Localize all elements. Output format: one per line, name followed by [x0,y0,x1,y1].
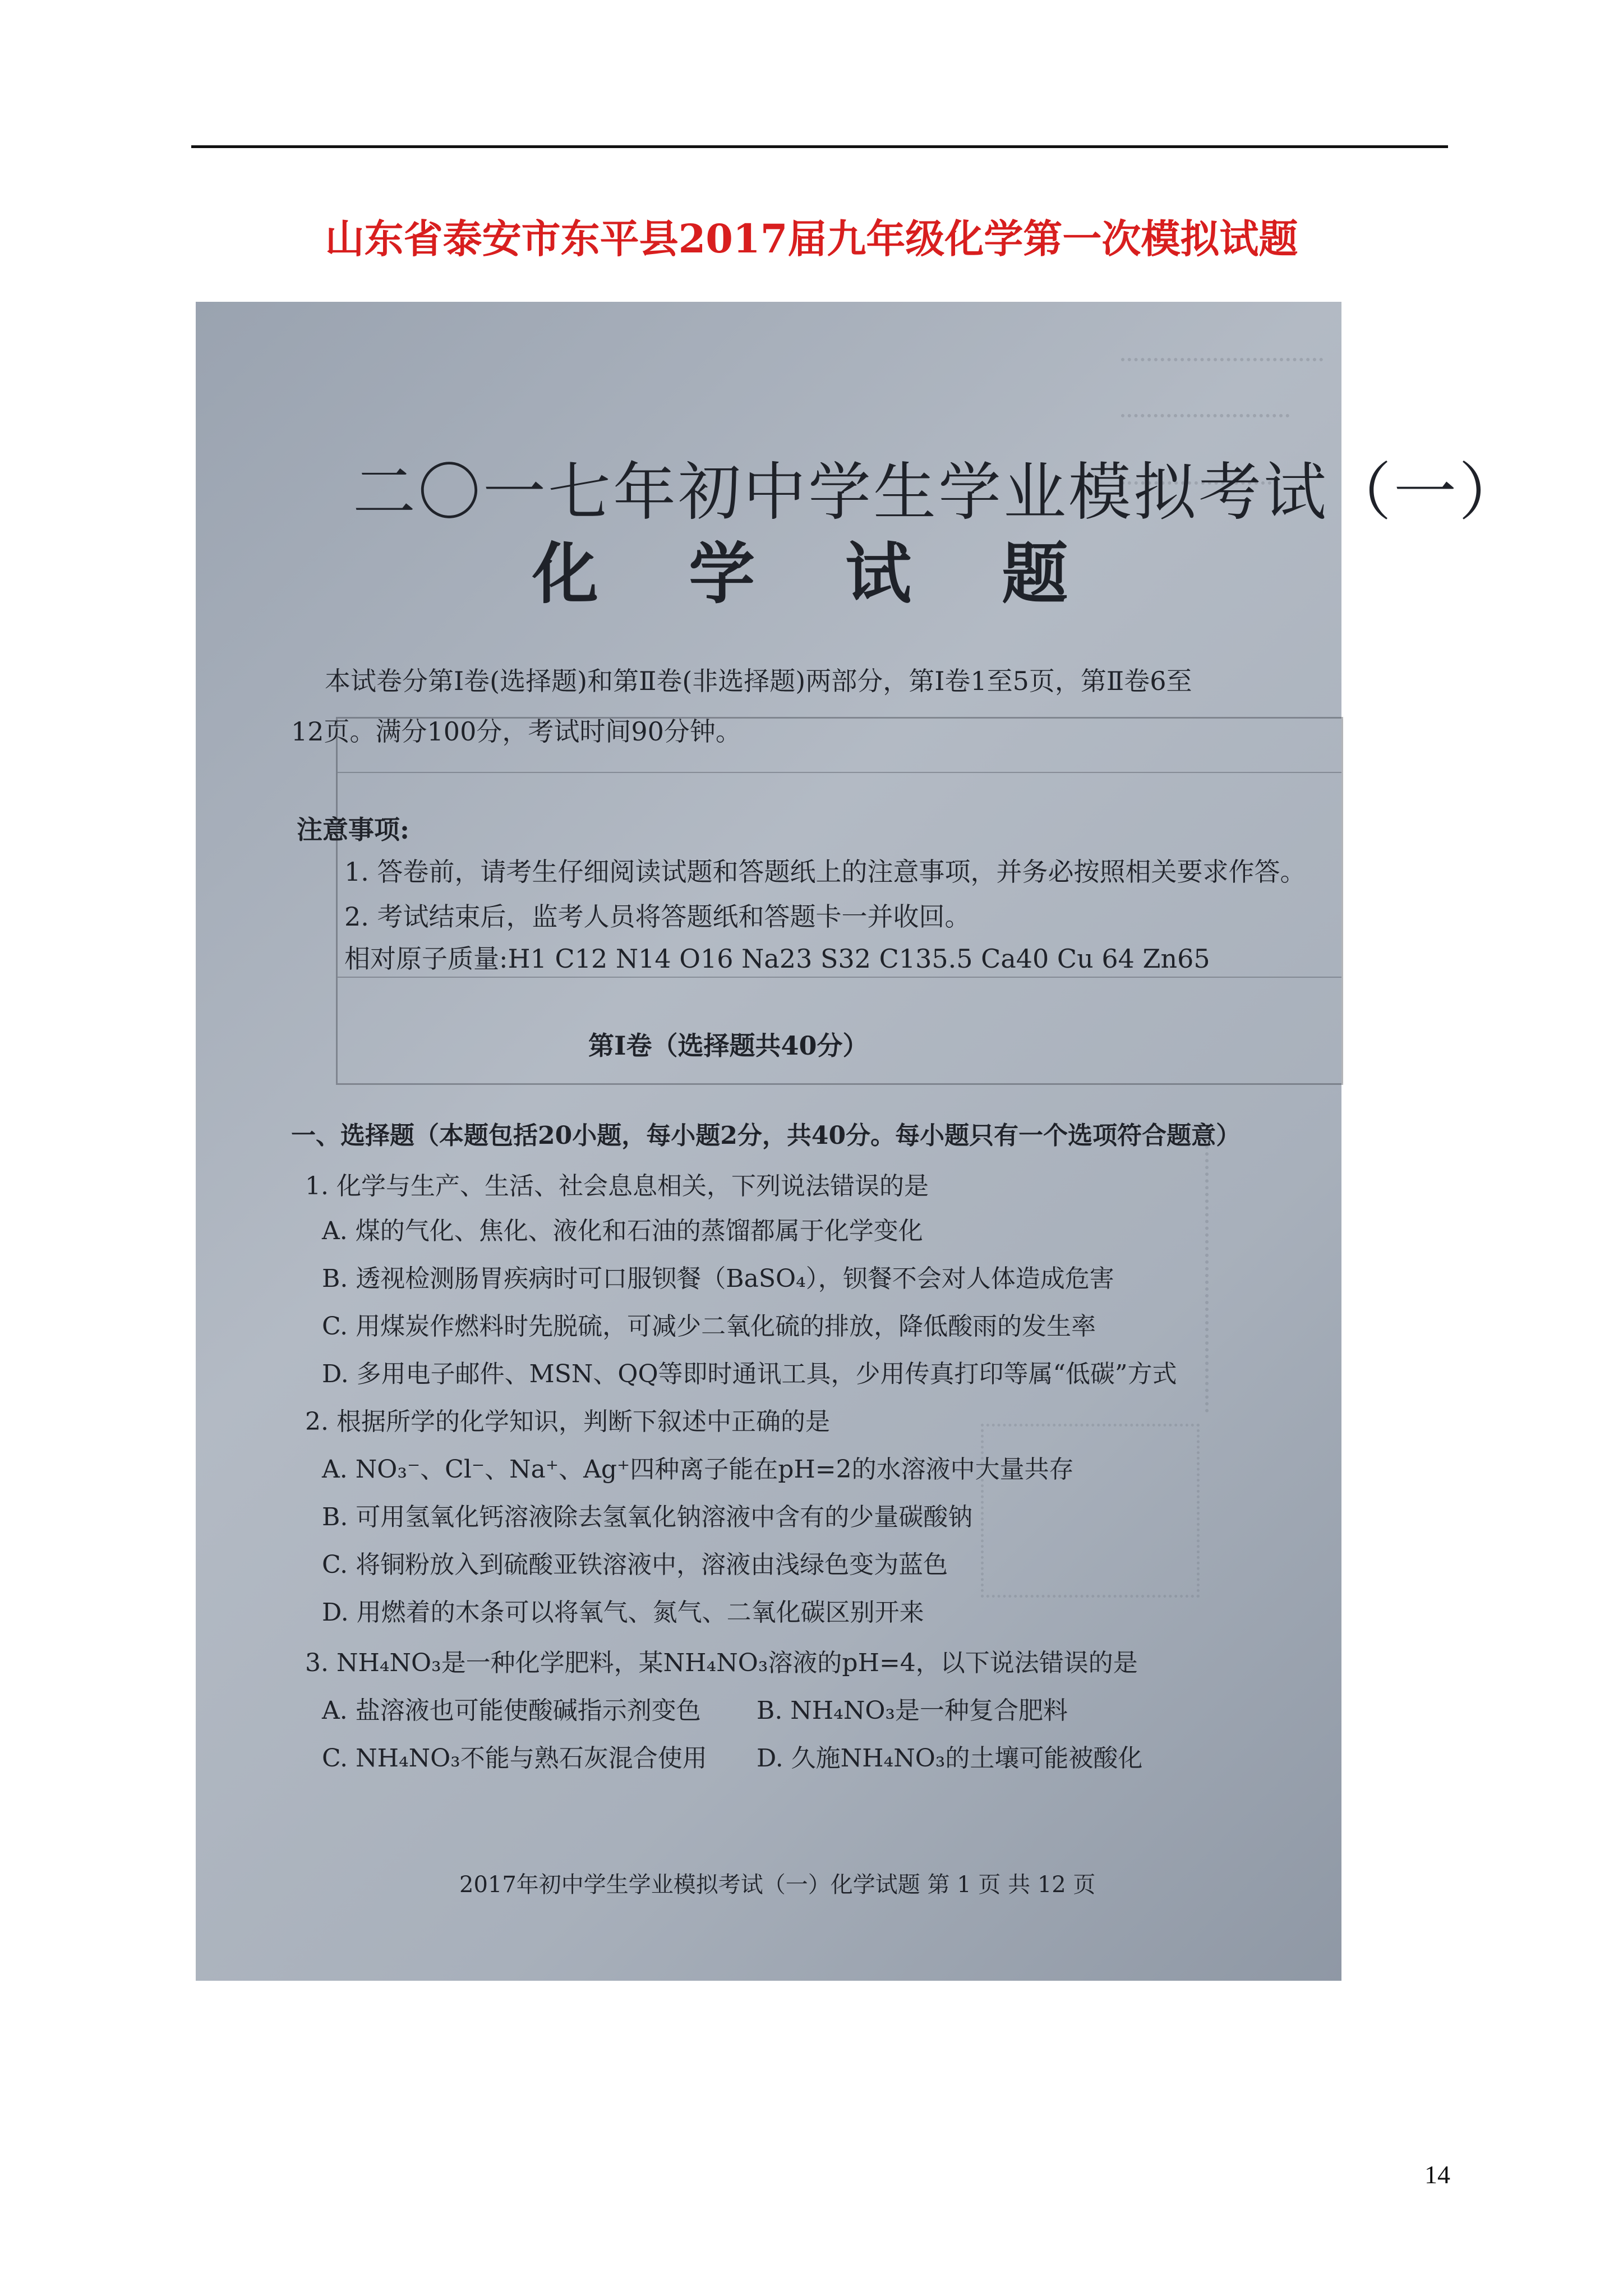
notice-heading: 注意事项: [297,815,409,845]
atomic-mass-line: 相对原子质量:H1 C12 N14 O16 Na23 S32 C135.5 Ca40 Cu 64 Zn65 [344,944,1210,974]
question-1-option-d: D. 多用电子邮件、MSN、QQ等即时通讯工具，少用传真打印等属“低碳”方式 [322,1360,1177,1388]
exam-title: 二〇一七年初中学生学业模拟考试（一） [353,456,1524,529]
bleed-through-mark [1121,392,1289,417]
question-1-option-c: C. 用煤炭作燃料时先脱硫，可减少二氧化硫的排放，降低酸雨的发生率 [322,1312,1096,1341]
intro-line-1: 本试卷分第Ⅰ卷(选择题)和第Ⅱ卷(非选择题)两部分，第Ⅰ卷1至5页，第Ⅱ卷6至 [325,666,1192,696]
question-1: 1. 化学与生产、生活、社会息息相关，下列说法错误的是 [305,1172,929,1200]
question-3-option-d: D. 久施NH₄NO₃的土壤可能被酸化 [757,1744,1143,1773]
question-2: 2. 根据所学的化学知识，判断下叙述中正确的是 [305,1407,830,1436]
question-1-option-b: B. 透视检测肠胃疾病时可口服钡餐（BaSO₄），钡餐不会对人体造成危害 [322,1264,1114,1293]
question-2-option-b: B. 可用氢氧化钙溶液除去氢氧化钠溶液中含有的少量碳酸钠 [322,1503,973,1531]
notice-item-2: 2. 考试结束后，监考人员将答题纸和答题卡一并收回。 [344,901,971,932]
notice-item-1: 1. 答卷前，请考生仔细阅读试题和答题纸上的注意事项，并务必按照相关要求作答。 [344,857,1306,887]
question-3-option-a: A. 盐溶液也可能使酸碱指示剂变色 [322,1696,701,1725]
question-3-option-c: C. NH₄NO₃不能与熟石灰混合使用 [322,1744,707,1773]
question-3-option-b: B. NH₄NO₃是一种复合肥料 [757,1696,1068,1725]
volume-heading: 第Ⅰ卷（选择题共40分） [588,1030,869,1061]
scanned-exam-photo [196,302,1524,1981]
question-2-option-d: D. 用燃着的木条可以将氧气、氮气、二氧化碳区别开来 [322,1598,924,1627]
header-rule [191,145,1448,148]
question-2-option-a: A. NO₃⁻、Cl⁻、Na⁺、Ag⁺四种离子能在pH=2的水溶液中大量共存 [322,1455,1074,1484]
question-3: 3. NH₄NO₃是一种化学肥料，某NH₄NO₃溶液的pH=4，以下说法错误的是 [305,1649,1138,1677]
page-number: 14 [1424,2160,1450,2189]
scan-footer: 2017年初中学生学业模拟考试（一）化学试题 第 1 页 共 12 页 [459,1872,1096,1898]
question-2-option-c: C. 将铜粉放入到硫酸亚铁溶液中，溶液由浅绿色变为蓝色 [322,1550,948,1579]
bleed-through-mark [1121,335,1323,361]
bleed-through-mark [1205,1132,1321,1412]
question-1-option-a: A. 煤的气化、焦化、液化和石油的蒸馏都属于化学变化 [322,1217,923,1245]
document-title: 山东省泰安市东平县2017届九年级化学第一次模拟试题 [325,215,1298,262]
section-heading: 一、选择题（本题包括20小题，每小题2分，共40分。每小题只有一个选项符合题意） [291,1121,1241,1150]
intro-line-2: 12页。满分100分，考试时间90分钟。 [291,716,741,747]
exam-subject: 化 学 试 题 [532,535,1102,613]
